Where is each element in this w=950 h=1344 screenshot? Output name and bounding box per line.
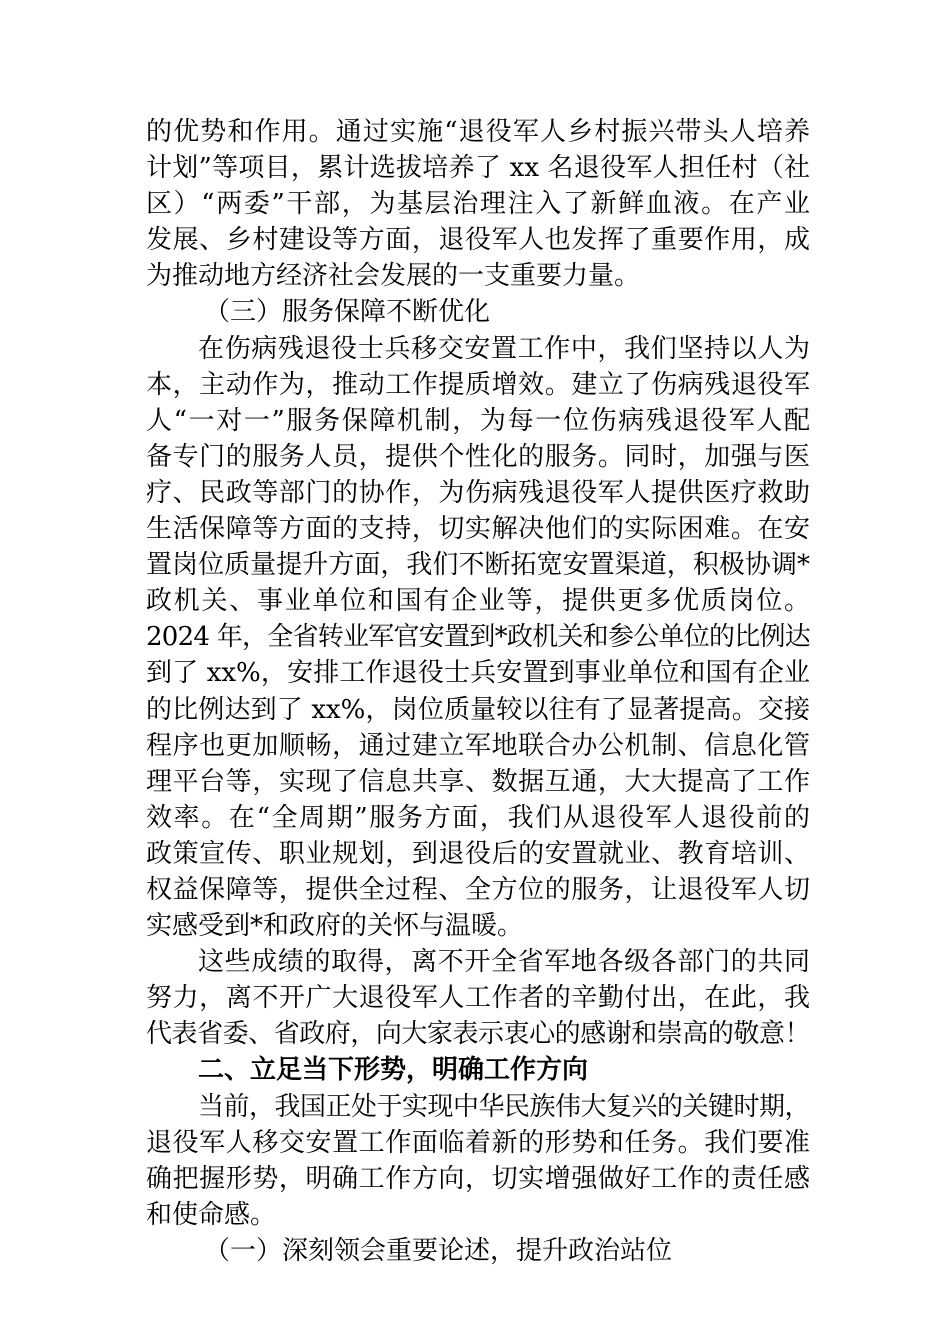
paragraph-line: 努力，离不开广大退役军人工作者的辛勤付出，在此，我 (146, 983, 810, 1014)
paragraph-line: 到了 xx%，安排工作退役士兵安置到事业单位和国有企业 (146, 658, 810, 689)
paragraph-line: 理平台等，实现了信息共享、数据互通，大大提高了工作 (146, 766, 810, 797)
paragraph-line: 政策宣传、职业规划，到退役后的安置就业、教育培训、 (146, 838, 810, 869)
section-subheading: （一）深刻领会重要论述，提升政治站位 (204, 1235, 673, 1266)
paragraph-line: 和使命感。 (146, 1199, 277, 1230)
paragraph-line: 本，主动作为，推动工作提质增效。建立了伤病残退役军 (146, 369, 810, 400)
paragraph-line: 实感受到*和政府的关怀与温暖。 (146, 911, 524, 942)
paragraph-line: 人“一对一”服务保障机制，为每一位伤病残退役军人配 (146, 405, 810, 436)
paragraph-line: 权益保障等，提供全过程、全方位的服务，让退役军人切 (146, 874, 810, 905)
paragraph-line: 这些成绩的取得，离不开全省军地各级各部门的共同 (198, 947, 810, 978)
paragraph-line: 在伤病残退役士兵移交安置工作中，我们坚持以人为 (198, 333, 810, 364)
paragraph-line: 当前，我国正处于实现中华民族伟大复兴的关键时期， (198, 1091, 811, 1122)
paragraph-line: 发展、乡村建设等方面，退役军人也发挥了重要作用，成 (146, 225, 810, 256)
paragraph-line: 的优势和作用。通过实施“退役军人乡村振兴带头人培养 (146, 117, 810, 147)
paragraph-line: 生活保障等方面的支持，切实解决他们的实际困难。在安 (146, 514, 810, 545)
paragraph-line: 2024 年，全省转业军官安置到*政机关和参公单位的比例达 (146, 622, 810, 653)
paragraph-line: 确把握形势，明确工作方向，切实增强做好工作的责任感 (146, 1163, 810, 1194)
paragraph-line: 为推动地方经济社会发展的一支重要力量。 (146, 261, 641, 292)
paragraph-line: 代表省委、省政府，向大家表示衷心的感谢和崇高的敬意！ (146, 1019, 810, 1050)
paragraph-line: 计划”等项目，累计选拔培养了 xx 名退役军人担任村（社 (146, 153, 810, 184)
paragraph-line: 效率。在“全周期”服务方面，我们从退役军人退役前的 (146, 802, 810, 833)
paragraph-line: 程序也更加顺畅，通过建立军地联合办公机制、信息化管 (146, 730, 810, 761)
paragraph-line: 区）“两委”干部，为基层治理注入了新鲜血液。在产业 (146, 189, 810, 220)
section-subheading: （三）服务保障不断优化 (204, 297, 491, 328)
section-heading: 二、立足当下形势，明确工作方向 (198, 1055, 589, 1086)
paragraph-line: 备专门的服务人员，提供个性化的服务。同时，加强与医 (146, 441, 810, 472)
paragraph-line: 退役军人移交安置工作面临着新的形势和任务。我们要准 (146, 1127, 810, 1158)
paragraph-line: 政机关、事业单位和国有企业等，提供更多优质岗位。 (146, 586, 810, 617)
paragraph-line: 疗、民政等部门的协作，为伤病残退役军人提供医疗救助 (146, 477, 810, 508)
paragraph-line: 置岗位质量提升方面，我们不断拓宽安置渠道，积极协调* (146, 550, 810, 581)
document-body (146, 114, 810, 1269)
paragraph-line: 的比例达到了 xx%，岗位质量较以往有了显著提高。交接 (146, 694, 810, 725)
